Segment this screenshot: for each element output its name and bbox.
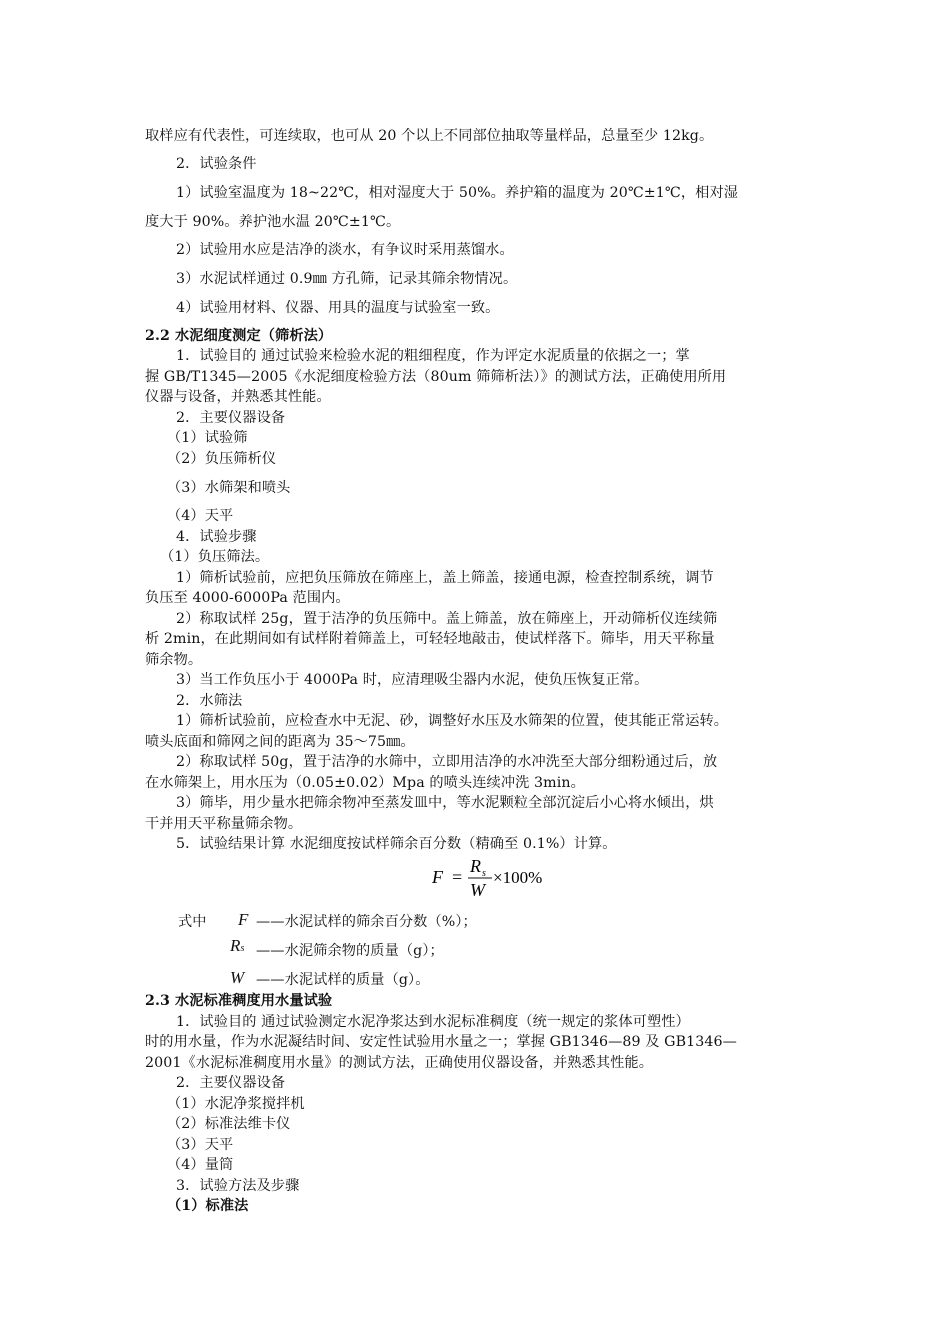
paragraph-line: 1．试验目的 通过试验来检验水泥的粗细程度，作为评定水泥质量的依据之一；掌 <box>176 348 690 364</box>
paragraph-line: 2）称取试样 50g，置于洁净的水筛中，立即用洁净的水冲洗至大部分细粉通过后，放 <box>176 754 718 770</box>
where-desc-f: ——水泥试样的筛余百分数（%）； <box>256 914 477 930</box>
paragraph-line: 度大于 90%。养护池水温 20℃±1℃。 <box>145 214 401 230</box>
where-symbol-w: W <box>230 968 245 987</box>
list-item: （3）水筛架和喷头 <box>167 480 291 496</box>
section-subheading: 2．水筛法 <box>176 693 243 709</box>
paragraph-line: 3）水泥试样通过 0.9㎜ 方孔筛，记录其筛余物情况。 <box>176 271 518 287</box>
list-item: （1）负压筛法。 <box>160 549 270 565</box>
paragraph-line: 1）筛析试验前，应检查水中无泥、砂，调整好水压及水筛架的位置，使其能正常运转。 <box>176 713 729 729</box>
paragraph-line: 仪器与设备，并熟悉其性能。 <box>145 389 331 405</box>
paragraph-line: 2001《水泥标准稠度用水量》的测试方法，正确使用仪器设备，并熟悉其性能。 <box>145 1055 653 1071</box>
paragraph-line: 4）试验用材料、仪器、用具的温度与试验室一致。 <box>176 300 500 316</box>
formula-numerator-subscript: s <box>482 868 486 879</box>
list-item: （4）量筒 <box>167 1157 234 1173</box>
paragraph-line: 时的用水量，作为水泥凝结时间、安定性试验用水量之一；掌握 GB1346—89 及 GB1346— <box>145 1034 737 1050</box>
paragraph-line: 1）试验室温度为 18~22℃，相对湿度大于 50%。养护箱的温度为 20℃±1℃，相对湿 <box>176 185 739 201</box>
where-symbol-rs <box>230 936 244 959</box>
section-subheading: 2．主要仪器设备 <box>176 1075 286 1091</box>
where-symbol-r-subscript: s <box>240 943 245 954</box>
paragraph-line: 在水筛架上，用水压为（0.05±0.02）Mpa 的喷头连续冲洗 3min。 <box>145 775 585 791</box>
section-subheading: 2．主要仪器设备 <box>176 410 286 426</box>
section-subheading: 2．试验条件 <box>176 156 257 172</box>
section-subheading: 3．试验方法及步骤 <box>176 1178 300 1194</box>
list-item: （1）水泥净浆搅拌机 <box>167 1096 305 1112</box>
formula-denominator: W <box>470 880 485 900</box>
paragraph-line: 握 GB/T1345—2005《水泥细度检验方法（80um 筛筛析法）》的测试方法，正确使用所用 <box>145 369 727 385</box>
formula-multiplier: ×100% <box>493 868 543 887</box>
paragraph-line: 2）称取试样 25g，置于洁净的负压筛中。盖上筛盖，放在筛座上，开动筛析仪连续筛 <box>176 611 718 627</box>
formula-lhs: F <box>432 867 443 887</box>
paragraph-line: 1．试验目的 通过试验测定水泥净浆达到水泥标准稠度（统一规定的浆体可塑性） <box>176 1014 690 1030</box>
paragraph-line: 1）筛析试验前，应把负压筛放在筛座上，盖上筛盖，接通电源，检查控制系统，调节 <box>176 570 714 586</box>
list-item: （3）天平 <box>167 1137 234 1153</box>
list-item: （2）负压筛析仪 <box>167 451 277 467</box>
formula-equals: = <box>452 867 463 887</box>
list-item: （1）试验筛 <box>167 430 248 446</box>
fineness-formula <box>430 852 590 904</box>
paragraph-line: 干并用天平称量筛余物。 <box>145 816 303 832</box>
where-symbol-f: F <box>238 910 249 929</box>
where-desc-rs: ——水泥筛余物的质量（g）； <box>256 943 444 959</box>
paragraph-line: 筛余物。 <box>145 652 203 668</box>
section-subheading: 4．试验步骤 <box>176 529 257 545</box>
paragraph-line: 析 2min，在此期间如有试样附着筛盖上，可轻轻地敲击，使试样落下。筛毕，用天平称量 <box>145 631 715 647</box>
section-heading: 2.3 水泥标准稠度用水量试验 <box>145 993 333 1009</box>
list-item: （4）天平 <box>167 508 234 524</box>
list-item: （2）标准法维卡仪 <box>167 1116 291 1132</box>
where-label: 式中 <box>178 914 207 930</box>
paragraph-line: 取样应有代表性，可连续取，也可从 20 个以上不同部位抽取等量样品，总量至少 12kg。 <box>145 128 714 144</box>
where-desc-w: ——水泥试样的质量（g）。 <box>256 972 430 988</box>
section-heading: 2.2 水泥细度测定（筛析法） <box>145 328 333 344</box>
paragraph-line: 喷头底面和筛网之间的距离为 35～75㎜。 <box>145 734 415 750</box>
where-symbol-r: R <box>230 936 241 955</box>
paragraph-line: 2）试验用水应是洁净的淡水，有争议时采用蒸馏水。 <box>176 242 514 258</box>
paragraph-line: 5．试验结果计算 水泥细度按试样筛余百分数（精确至 0.1%）计算。 <box>176 836 617 852</box>
paragraph-line: 3）筛毕，用少量水把筛余物冲至蒸发皿中，等水泥颗粒全部沉淀后小心将水倾出，烘 <box>176 795 714 811</box>
paragraph-line: 3）当工作负压小于 4000Pa 时，应清理吸尘器内水泥，使负压恢复正常。 <box>176 672 649 688</box>
paragraph-line: 负压至 4000-6000Pa 范围内。 <box>145 590 350 606</box>
formula-numerator: R <box>470 856 481 876</box>
list-item: （1）标准法 <box>167 1198 249 1214</box>
